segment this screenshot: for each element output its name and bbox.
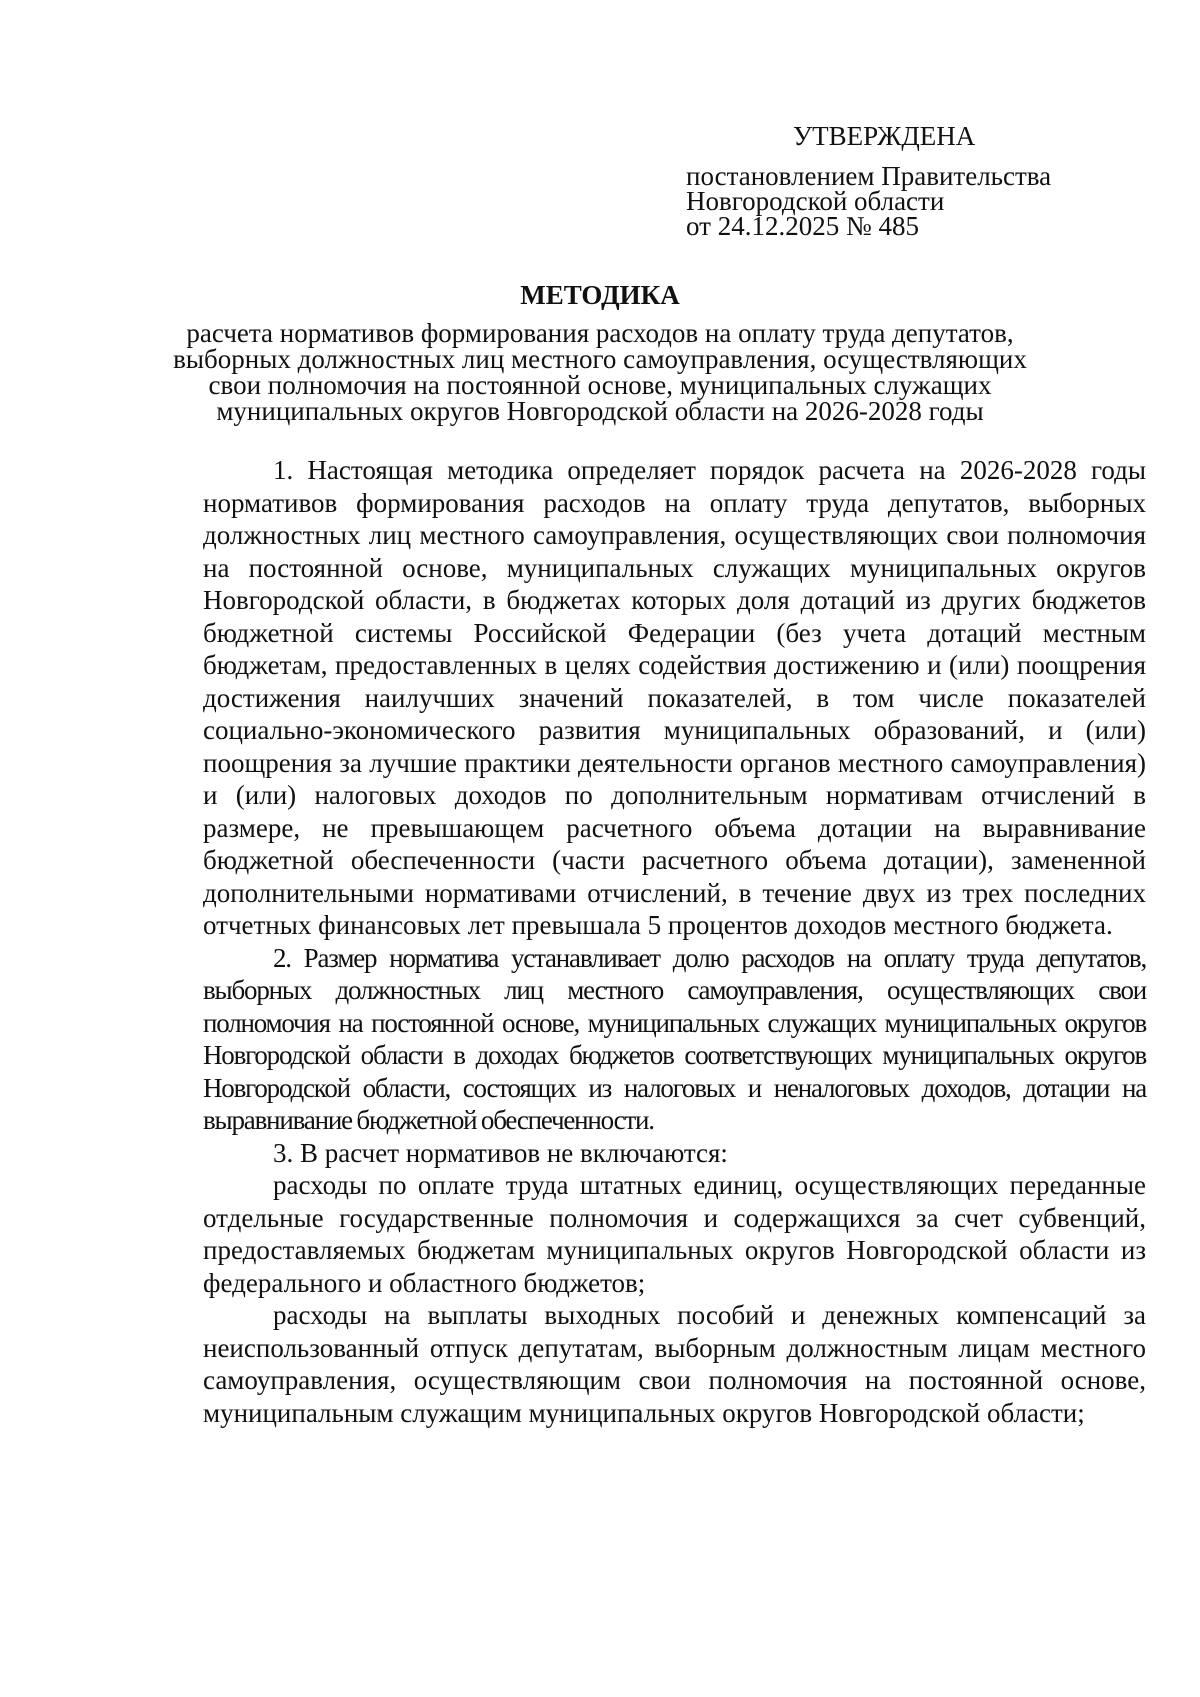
approval-line-region: Новгородской области — [686, 186, 945, 216]
document-body — [203, 454, 1146, 1429]
paragraph-exclusion-1: расходы по оплате труда штатных единиц, осуществляющих переданные отдельные государственные полномочия и содержащихся за счет субвенций, предоставляемых бюджетам муниципальных округов Новгородской области из федерального и областного бюджетов; — [203, 1170, 1146, 1298]
paragraph-1: 1. Настоящая методика определяет порядок расчета на 2026-2028 годы нормативов формирования расходов на оплату труда депутатов, выборных должностных лиц местного самоуправления, осуществляющих свои полномочия на постоянной основе, муниципальных служащих муниципальных округов Новгородской области, в бюджетах которых доля дотаций из других бюджетов бюджетной системы Российской Федерации (без учета дотаций местным бюджетам, предоставленных в целях содействия достижению и (или) поощрения достижения наилучших значений показателей, в том числе показателей социально-экономического развития муниципальных образований, и (или) поощрения за лучшие практики деятельности органов местного самоуправления) и (или) налоговых доходов по дополнительным нормативам отчислений в размере, не превышающем расчетного объема дотации на выравнивание бюджетной обеспеченности (части расчетного объема дотации), замененной дополнительными нормативами отчислений, в течение двух из трех последних отчетных финансовых лет превышала 5 процентов доходов местного бюджета. — [203, 455, 1146, 940]
document-subtitle — [150, 320, 1050, 424]
subtitle-line: муниципальных округов Новгородской области на 2026-2028 годы — [216, 396, 984, 426]
approval-title: УТВЕРЖДЕНА — [793, 121, 976, 151]
document-title: МЕТОДИКА — [520, 280, 680, 310]
paragraph-3: 3. В расчет нормативов не включаются: — [273, 1137, 728, 1168]
approval-line-resolution: постановлением Правительства — [686, 161, 1052, 191]
approval-stamp — [686, 118, 1106, 239]
subtitle-line: расчета нормативов формирования расходов на оплату труда депутатов, — [186, 318, 1014, 348]
subtitle-line: свои полномочия на постоянной основе, муниципальных служащих — [208, 370, 992, 400]
approval-line-date-number: от 24.12.2025 № 485 — [686, 211, 919, 241]
subtitle-line: выборных должностных лиц местного самоуправления, осуществляющих — [173, 344, 1027, 374]
paragraph-exclusion-2: расходы на выплаты выходных пособий и денежных компенсаций за неиспользованный отпуск депутатам, выборным должностным лицам местного самоуправления, осуществляющим свои полномочия на постоянной основе, муниципальным служащим муниципальных округов Новгородской области; — [203, 1300, 1146, 1428]
paragraph-2: 2. Размер норматива устанавливает долю расходов на оплату труда депутатов, выборных должностных лиц местного самоуправления, осуществляющих свои полномочия на постоянной основе, муниципальных служащих муниципальных округов Новгородской области в доходах бюджетов соответствующих муниципальных округов Новгородской области, состоящих из налоговых и неналоговых доходов, дотации на выравнивание бюджетной обеспеченности. — [203, 942, 1146, 1135]
